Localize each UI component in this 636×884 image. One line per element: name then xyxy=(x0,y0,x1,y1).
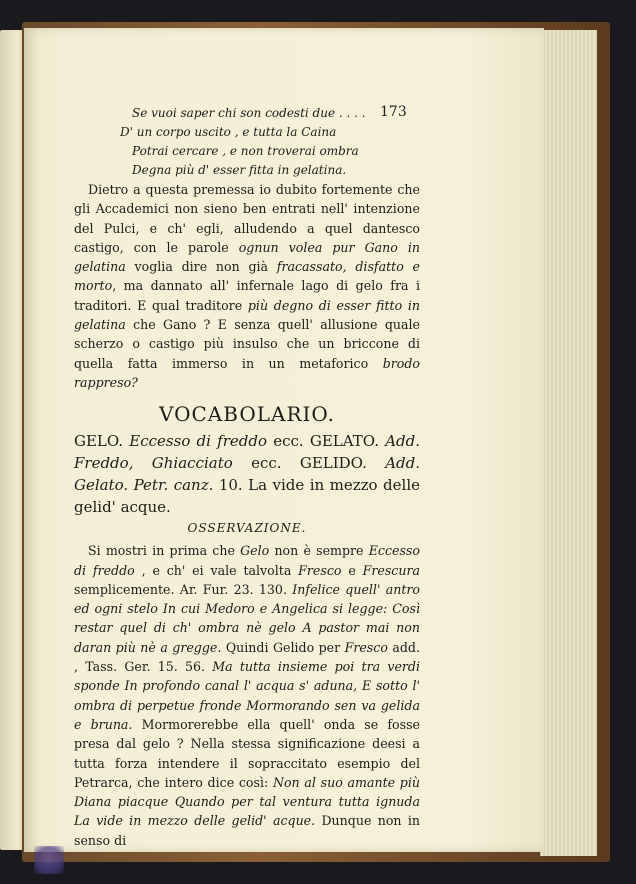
text-run: add. , Tass. Ger. 15. 56. xyxy=(74,639,420,675)
italic-text: Fresco xyxy=(344,639,388,655)
text-run: non è sempre xyxy=(269,543,369,559)
vocabulary-entry xyxy=(74,430,420,518)
text-run: Si mostri in prima che xyxy=(88,543,241,559)
text-run: e xyxy=(341,562,363,578)
italic-text: Fresco xyxy=(298,562,342,578)
body-paragraph xyxy=(74,541,420,850)
verse-line: D' un corpo uscito , e tutta la Caina xyxy=(120,125,337,139)
text-run: ecc. GELATO. xyxy=(267,432,386,451)
text-run: , ma dannato all' infernale lago di gelo fra i traditori. E qual traditore xyxy=(74,278,420,313)
verse-line: Se vuoi saper chi son codesti due . . . . xyxy=(132,106,366,120)
italic-text: Ma tutta insieme poi tra verdi sponde In profondo canal l' acqua s' aduna, E sotto l' ombra di perpetue fronde Mormorando sen va gelida e bruna. xyxy=(74,659,421,732)
body-paragraph xyxy=(74,180,420,392)
italic-text: Gelo xyxy=(240,543,270,559)
verse-line: Potrai cercare , e non troverai ombra xyxy=(132,144,359,158)
italic-text: Add. Gelato. Petr. canz. xyxy=(74,454,420,495)
subsection-heading: OSSERVAZIONE. xyxy=(187,521,307,536)
italic-text: Infelice quell' antro ed ogni stelo In cui Medoro e Angelica si legge: Così restar quel di ch' ombra nè gelo A pastor mai non daran più nè a gregge. xyxy=(74,581,420,655)
page-stack-edge xyxy=(540,30,597,856)
text-run: Dietro a questa premessa io dubito fortemente che gli Accademici non sieno ben entrati nell' intenzione del Pulci, e ch' egli, alludendo a quel dantesco castigo, con le parole xyxy=(74,182,420,255)
text-run: 10. La vide in mezzo delle gelid' acque. xyxy=(74,476,420,517)
italic-text: Frescura xyxy=(362,562,420,578)
italic-text: ognun volea pur Gano in gelatina xyxy=(74,239,420,275)
text-run: ecc. GELIDO. xyxy=(232,454,386,473)
library-stamp xyxy=(34,846,64,874)
italic-text: fracassato, disfatto e morto xyxy=(74,259,420,294)
text-run: Quindi Gelido per xyxy=(221,639,345,655)
italic-text: Non al suo amante più Diana piacque Quando per tal ventura tutta ignuda La vide in mezzo delle gelid' acque. xyxy=(74,774,421,829)
text-run: voglia dire non già xyxy=(125,259,277,275)
verse-quote xyxy=(74,104,420,180)
italic-text: più degno di esser fitto in gelatina xyxy=(74,297,420,333)
italic-text: Eccesso di freddo xyxy=(74,543,420,578)
text-run: GELO. xyxy=(74,432,130,451)
text-run: semplicemente. Ar. Fur. 23. 130. xyxy=(74,581,293,597)
text-run: , e ch' ei vale talvolta xyxy=(134,562,299,578)
text-run: che Gano ? E senza quell' allusione quale scherzo o castigo più insulso che un briccone di quella fatta immerso in un metaforico xyxy=(74,317,420,371)
italic-text: Add. Freddo, Ghiacciato xyxy=(74,432,420,473)
italic-text: Eccesso di freddo xyxy=(129,432,268,451)
page-content xyxy=(74,104,420,850)
page-number: 173 xyxy=(380,104,407,120)
verse-line: Degna più d' esser fitta in gelatina. xyxy=(132,163,347,177)
text-run: Mormorerebbe ella quell' onda se fosse presa dal gelo ? Nella stessa significazione deesi a tutta forza intendere il sopraccitato esempio del Petrarca, che intero dice così: xyxy=(74,716,420,790)
italic-text: brodo rappreso? xyxy=(74,355,420,390)
section-heading: VOCABOLARIO. xyxy=(159,402,335,427)
text-run: Dunque non in senso di xyxy=(74,813,420,848)
